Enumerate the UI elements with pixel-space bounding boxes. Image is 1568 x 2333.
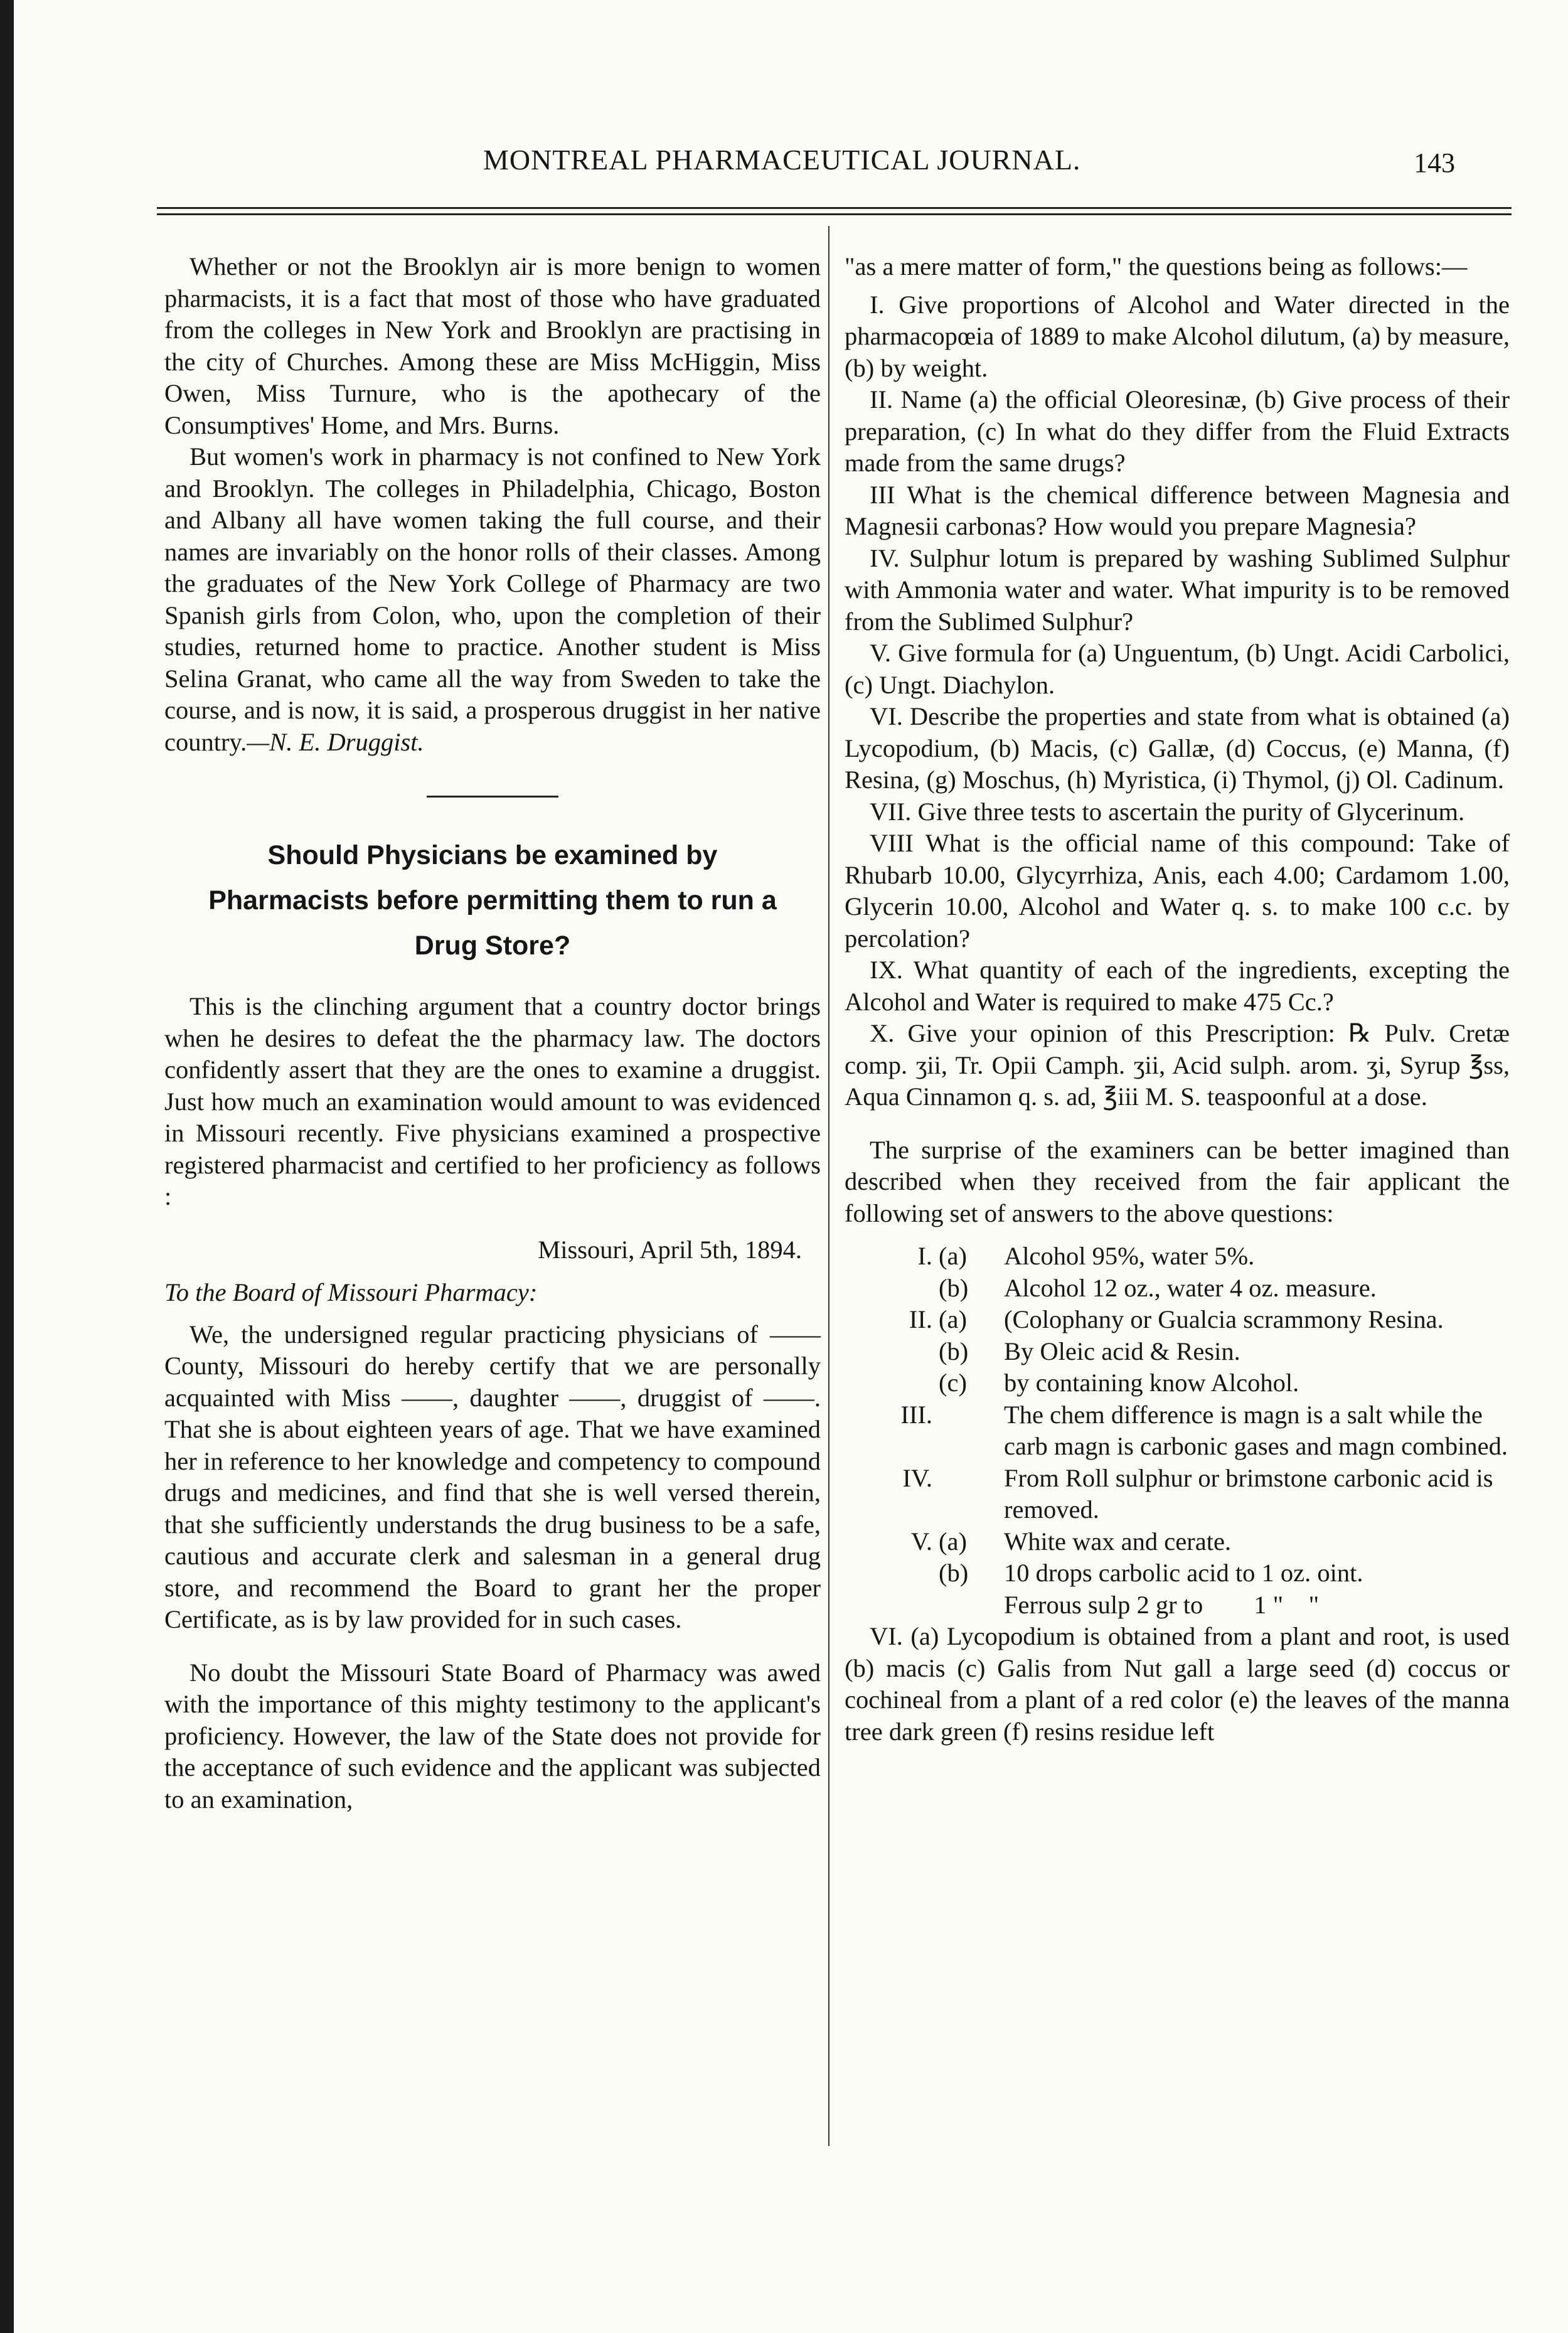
answer-text: From Roll sulphur or brimstone carbonic acid is removed. — [1004, 1463, 1493, 1524]
answer-item — [845, 1463, 1510, 1526]
answer-subpart: (a) — [939, 1527, 967, 1556]
question-item: I. Give proportions of Alcohol and Water directed in the pharmacopœia of 1889 to make Alcohol dilutum, (a) by measure, (b) by weight. — [845, 290, 1510, 382]
paragraph: The surprise of the examiners can be better imagined than described when they received from the fair applicant the following set of answers to the above questions: — [845, 1135, 1510, 1227]
answer-number: III. — [900, 1400, 932, 1429]
right-column — [845, 251, 1510, 1748]
answer-text: Ferrous sulp 2 gr to 1 " " — [1004, 1590, 1320, 1619]
question-item: VI. Describe the properties and state from what is obtained (a) Lycopodium, (b) Macis, (c) Gallæ, (d) Coccus, (e) Manna, (f) Resina, (g) Moschus, (h) Myristica, (i) Thymol, (j) Ol. Cadinum. — [845, 702, 1510, 794]
answer-item — [845, 1273, 1510, 1305]
answer-text: White wax and cerate. — [1004, 1527, 1232, 1556]
running-head: MONTREAL PHARMACEUTICAL JOURNAL. — [483, 144, 1081, 176]
answer-text: By Oleic acid & Resin. — [1004, 1337, 1240, 1365]
answer-item — [845, 1526, 1510, 1558]
paragraph-text: But women's work in pharmacy is not confined to New York and Brooklyn. The colleges in Philadelphia, Chicago, Boston and Albany all have women taking the full course, and their names are invariably on the honor rolls of their classes. Among the graduates of the New York College of Pharmacy are two Spanish girls from Colon, who, upon the completion of their studies, returned home to practice. Another student is Miss Selina Granat, who came all the way from Sweden to take the course, and is now, it is said, a prosperous druggist in her native country. — [164, 442, 821, 756]
answer-item — [845, 1399, 1510, 1463]
answer-item — [845, 1367, 1510, 1399]
certificate-text: We, the undersigned regular practicing physicians of —— County, Missouri do hereby certify that we are personally acquainted with Miss ——, daughter ——, druggist of ——. That she is about eighteen years of age. That we have examined her in reference to her knowledge and competency to compound drugs and medicines, and find that she is well versed therein, that she sufficiently understands the drug business to be a safe, cautious and accurate clerk and salesman in a general drug store, and recommend the Board to grant her the proper Certificate, as is by law provided for in such cases. — [164, 1320, 821, 1633]
question-item: IV. Sulphur lotum is prepared by washing Sublimed Sulphur with Ammonia water and water. What impurity is to be removed from the Sublimed Sulphur? — [845, 543, 1510, 636]
answer-paragraph: VI. (a) Lycopodium is obtained from a plant and root, is used (b) macis (c) Galis from Nut gall a large seed (d) coccus or cochineal from a plant of a red color (e) the leaves of the manna tree dark green (f) resins residue left — [845, 1622, 1510, 1746]
paragraph: Whether or not the Brooklyn air is more benign to women pharmacists, it is a fact that most of those who have graduated from the colleges in New York and Brooklyn are practising in the city of Churches. Among these are Miss McHiggin, Miss Owen, Miss Turnure, who is the apothecary of the Consumptives' Home, and Mrs. Burns. — [164, 252, 821, 439]
answer-subpart: (a) — [939, 1305, 967, 1333]
answer-list — [845, 1241, 1510, 1621]
question-list — [845, 289, 1510, 1113]
answer-number: II. — [909, 1305, 932, 1333]
question-item: X. Give your opinion of this Prescription: ℞ Pulv. Cretæ comp. ʒii, Tr. Opii Camph. ʒii, Acid sulph. arom. ʒi, Syrup ℥ss, Aqua Cinnamon q. s. ad, ℥iii M. S. teaspoonful at a dose. — [845, 1019, 1510, 1111]
paragraph: This is the clinching argument that a country doctor brings when he desires to defeat the the pharmacy law. The doctors confidently assert that they are the ones to examine a druggist. Just how much an examination would amount to was evidenced in Missouri recently. Five physicians examined a prospective registered pharmacist and certified to her proficiency as follows : — [164, 992, 821, 1210]
page-number: 143 — [1414, 147, 1455, 178]
answer-subpart: (a) — [939, 1242, 967, 1270]
answer-item — [845, 1304, 1510, 1336]
answer-number: I. — [917, 1242, 932, 1270]
answer-item — [845, 1241, 1510, 1273]
answer-number: V. — [910, 1527, 932, 1556]
paragraph: No doubt the Missouri State Board of Pharmacy was awed with the importance of this mighty testimony to the applicant's proficiency. However, the law of the State does not provide for the acceptance of such evidence and the applicant was subjected to an examination, — [164, 1658, 821, 1813]
section-separator — [427, 796, 558, 798]
binding-edge — [0, 0, 14, 2333]
questions-intro: "as a mere matter of form," the questions being as follows:— — [845, 252, 1468, 280]
header-rule-bottom — [157, 213, 1512, 215]
answer-item — [845, 1589, 1510, 1621]
source-attribution: —N. E. Druggist. — [247, 727, 424, 756]
question-item: III What is the chemical difference between Magnesia and Magnesii carbonas? How would you prepare Magnesia? — [845, 480, 1510, 540]
answer-subpart: (c) — [939, 1369, 967, 1397]
page-header — [157, 143, 1493, 193]
answer-text: (Colophany or Gualcia scrammony Resina. — [1004, 1305, 1444, 1333]
question-item: II. Name (a) the official Oleoresinæ, (b) Give process of their preparation, (c) In what do they differ from the Fluid Extracts made from the same drugs? — [845, 385, 1510, 477]
column-divider — [828, 226, 829, 2146]
article-heading: Should Physicians be examined by Pharmacists before permitting them to run a Drug Store? — [208, 840, 777, 961]
question-item: VIII What is the official name of this compound: Take of Rhubarb 10.00, Glycyrrhiza, Anis, each 4.00; Cardamom 1.00, Glycerin 10.00, Alcohol and Water q. s. to make 100 c.c. by percolation? — [845, 829, 1510, 953]
answer-item — [845, 1557, 1510, 1589]
answer-subpart: (b) — [939, 1273, 969, 1302]
answer-number: IV. — [902, 1463, 932, 1492]
answer-text: Alcohol 12 oz., water 4 oz. measure. — [1004, 1273, 1377, 1302]
letter-salutation: To the Board of Missouri Pharmacy: — [164, 1278, 538, 1306]
answer-text: by containing know Alcohol. — [1004, 1369, 1299, 1397]
letter-dateline: Missouri, April 5th, 1894. — [538, 1235, 802, 1264]
paragraph — [164, 441, 821, 758]
question-item: IX. What quantity of each of the ingredients, excepting the Alcohol and Water is required to make 475 Cc.? — [845, 956, 1510, 1016]
question-item: VII. Give three tests to ascertain the purity of Glycerinum. — [870, 797, 1465, 826]
header-rule-top — [157, 207, 1512, 209]
answer-item — [845, 1336, 1510, 1368]
answer-subpart: (b) — [939, 1337, 969, 1365]
question-item: V. Give formula for (a) Unguentum, (b) Ungt. Acidi Carbolici, (c) Ungt. Diachylon. — [845, 639, 1510, 699]
answer-text: The chem difference is magn is a salt while the carb magn is carbonic gases and magn combined. — [1004, 1400, 1508, 1460]
answer-text: Alcohol 95%, water 5%. — [1004, 1242, 1255, 1270]
left-column — [164, 251, 821, 1815]
answer-text: 10 drops carbolic acid to 1 oz. oint. — [1004, 1559, 1363, 1587]
answer-subpart: (b) — [939, 1559, 969, 1587]
